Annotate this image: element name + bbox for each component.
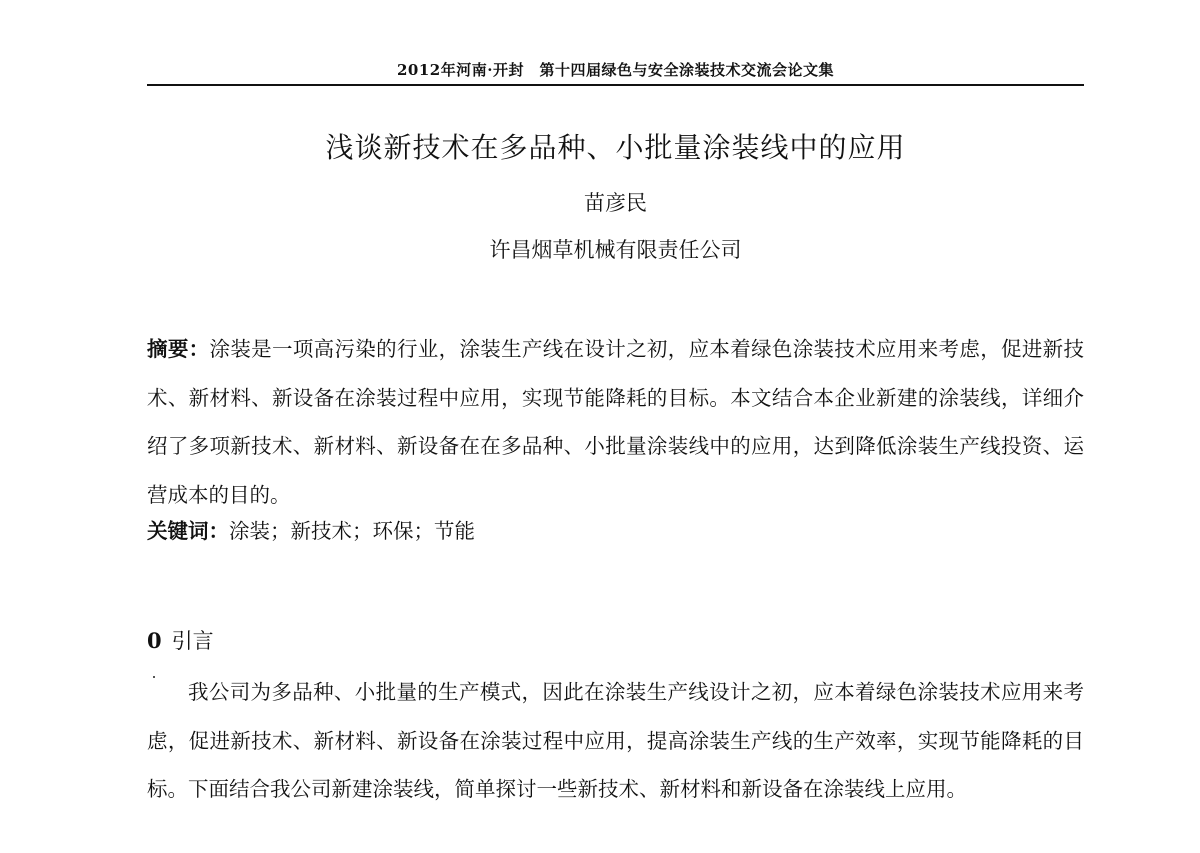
- author-affiliation: 许昌烟草机械有限责任公司: [489, 238, 742, 262]
- section-heading-introduction: [147, 624, 1084, 658]
- abstract: [147, 325, 1084, 519]
- section-number: 0: [147, 628, 162, 653]
- author-name: 苗彦民: [584, 191, 647, 215]
- keywords-label: 关键词：: [147, 519, 229, 543]
- section-title: 引言: [171, 629, 214, 653]
- introduction-paragraph: 我公司为多品种、小批量的生产模式，因此在涂装生产线设计之初，应本着绿色涂装技术应用来考虑，促进新技术、新材料、新设备在涂装过程中应用，提高涂装生产线的生产效率，实现节能降耗的目标。下面结合我公司新建涂装线，简单探讨一些新技术、新材料和新设备在涂装线上应用。: [147, 680, 1084, 801]
- abstract-label: 摘要：: [147, 337, 210, 361]
- keywords-text: 涂装；新技术；环保；节能: [229, 519, 475, 543]
- keywords: [147, 514, 1084, 548]
- paper-title: 浅谈新技术在多品种、小批量涂装线中的应用: [325, 131, 906, 164]
- running-header: 2012年河南·开封 第十四届绿色与安全涂装技术交流会论文集: [397, 61, 834, 79]
- abstract-text: 涂装是一项高污染的行业，涂装生产线在设计之初，应本着绿色涂装技术应用来考虑，促进新技术、新材料、新设备在涂装过程中应用，实现节能降耗的目标。本文结合本企业新建的涂装线，详细介绍了多项新技术、新材料、新设备在在多品种、小批量涂装线中的应用，达到降低涂装生产线投资、运营成本的目的。: [147, 337, 1085, 507]
- header-rule: [147, 84, 1084, 86]
